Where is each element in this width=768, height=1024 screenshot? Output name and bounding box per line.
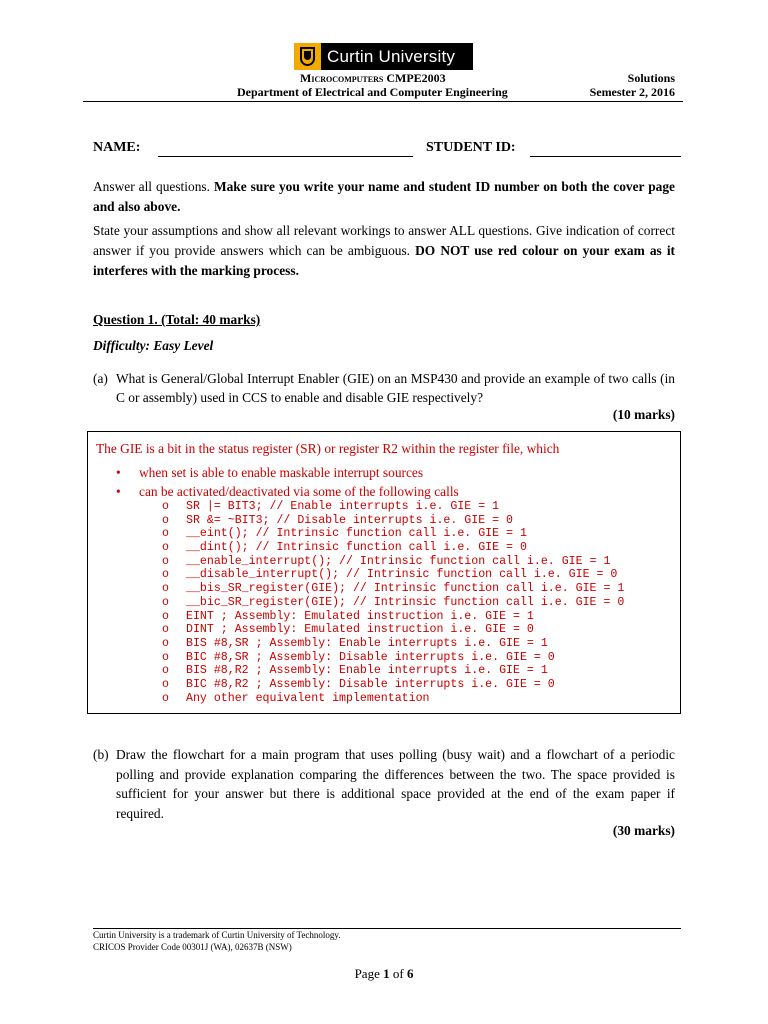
code-text: __dint(); // Intrinsic function call i.e. GIE = 0 xyxy=(186,541,527,555)
department-name: Department of Electrical and Computer Engineering xyxy=(237,85,508,99)
code-item xyxy=(162,568,624,582)
part-b-marks: (30 marks) xyxy=(612,823,675,838)
sub-bullet-icon: o xyxy=(162,582,169,596)
page-word: Page xyxy=(354,966,384,981)
code-item xyxy=(162,555,624,569)
answer-intro: The GIE is a bit in the status register (SR) or register R2 within the register file, which xyxy=(96,441,560,456)
instruction-2-text: State your assumptions and show all relevant workings to answer ALL questions. Give indication of correct answer if you provide answers which can be ambiguous. xyxy=(93,223,675,258)
code-item xyxy=(162,651,624,665)
page-current: 1 xyxy=(383,966,390,981)
code-text: BIS #8,R2 ; Assembly: Enable interrupts i.e. GIE = 1 xyxy=(186,664,548,678)
page-total: 6 xyxy=(406,966,414,981)
code-item xyxy=(162,664,624,678)
code-item xyxy=(162,541,624,555)
question-part-a xyxy=(93,369,675,407)
footer-trademark: Curtin University is a trademark of Curtin University of Technology. xyxy=(93,930,341,940)
code-text: SR &= ~BIT3; // Disable interrupts i.e. GIE = 0 xyxy=(186,513,513,527)
sub-bullet-icon: o xyxy=(162,691,169,705)
code-item xyxy=(162,514,624,528)
instruction-1-bold: Make sure you write your name and student ID number on both the cover page and also above. xyxy=(93,179,675,214)
shield-icon xyxy=(294,43,321,70)
difficulty-label: Difficulty: Easy Level xyxy=(93,338,214,353)
sub-bullet-icon: o xyxy=(162,554,169,568)
code-item xyxy=(162,610,624,624)
student-id-label: STUDENT ID: xyxy=(426,140,516,155)
code-text: __bic_SR_register(GIE); // Intrinsic function call i.e. GIE = 0 xyxy=(186,595,625,609)
instruction-2-bold: DO NOT use red colour on your exam as it interferes with the marking process. xyxy=(93,243,675,278)
sub-bullet-icon: o xyxy=(162,650,169,664)
question-title: Question 1. (Total: 40 marks) xyxy=(93,312,261,327)
code-item xyxy=(162,692,624,706)
part-a-label: (a) xyxy=(93,371,108,386)
sub-bullet-icon: o xyxy=(162,609,169,623)
bullet-text: when set is able to enable maskable interrupt sources xyxy=(139,465,424,480)
doc-type: Solutions xyxy=(627,71,675,85)
page-number xyxy=(0,966,768,982)
answer-box xyxy=(87,431,681,714)
sub-bullet-icon: o xyxy=(162,513,169,527)
bullet-icon: • xyxy=(116,484,121,499)
code-text: Any other equivalent implementation xyxy=(186,691,430,705)
code-text: BIS #8,SR ; Assembly: Enable interrupts i.e. GIE = 1 xyxy=(186,636,548,650)
code-item xyxy=(162,500,624,514)
instruction-paragraph-1 xyxy=(93,177,675,217)
code-text: __bis_SR_register(GIE); // Intrinsic function call i.e. GIE = 1 xyxy=(186,582,625,596)
code-text: DINT ; Assembly: Emulated instruction i.e. GIE = 0 xyxy=(186,623,534,637)
question-part-b xyxy=(93,745,675,823)
instruction-1-text: Answer all questions. xyxy=(93,179,214,194)
part-a-text: What is General/Global Interrupt Enabler (GIE) on an MSP430 and provide an example of two calls (in C or assembly) used in CCS to enable and disable GIE respectively? xyxy=(116,371,675,405)
instruction-paragraph-2 xyxy=(93,221,675,281)
name-label: NAME: xyxy=(93,140,141,155)
course-name: Microcomputers CMPE2003 xyxy=(300,71,446,85)
answer-bullet xyxy=(116,465,423,481)
sub-bullet-icon: o xyxy=(162,664,169,678)
semester: Semester 2, 2016 xyxy=(589,85,675,99)
header-rule xyxy=(83,101,683,102)
part-b-text: Draw the flowchart for a main program that uses polling (busy wait) and a flowchart of a periodic polling and provide explanation comparing the differences between the two. The space provided is sufficient for your answer but there is additional space provided at the end of the exam paper if required. xyxy=(116,747,675,821)
sub-bullet-icon: o xyxy=(162,595,169,609)
code-text: BIC #8,SR ; Assembly: Disable interrupts i.e. GIE = 0 xyxy=(186,650,555,664)
code-text: __disable_interrupt(); // Intrinsic function call i.e. GIE = 0 xyxy=(186,568,618,582)
curtin-logo xyxy=(294,43,473,70)
bullet-text: can be activated/deactivated via some of the following calls xyxy=(139,484,459,499)
name-line xyxy=(158,156,413,157)
sub-bullet-icon: o xyxy=(162,500,169,513)
sub-bullet-icon: o xyxy=(162,527,169,541)
code-text: __eint(); // Intrinsic function call i.e. GIE = 1 xyxy=(186,527,527,541)
student-id-line xyxy=(530,156,681,157)
logo-text: Curtin University xyxy=(327,46,456,66)
footer-rule xyxy=(93,928,681,929)
code-item xyxy=(162,527,624,541)
code-item xyxy=(162,637,624,651)
code-item xyxy=(162,582,624,596)
sub-bullet-icon: o xyxy=(162,636,169,650)
sub-bullet-icon: o xyxy=(162,541,169,555)
part-a-marks: (10 marks) xyxy=(612,407,675,422)
part-b-label: (b) xyxy=(93,747,109,762)
sub-bullet-icon: o xyxy=(162,568,169,582)
code-item xyxy=(162,623,624,637)
code-text: BIC #8,R2 ; Assembly: Disable interrupts i.e. GIE = 0 xyxy=(186,677,555,691)
page-of: of xyxy=(389,966,407,981)
code-text: __enable_interrupt(); // Intrinsic function call i.e. GIE = 1 xyxy=(186,554,611,568)
code-text: SR |= BIT3; // Enable interrupts i.e. GIE = 1 xyxy=(186,500,500,513)
code-text: EINT ; Assembly: Emulated instruction i.e. GIE = 1 xyxy=(186,609,534,623)
sub-bullet-icon: o xyxy=(162,623,169,637)
code-list xyxy=(162,500,624,705)
code-item xyxy=(162,678,624,692)
footer-cricos: CRICOS Provider Code 00301J (WA), 02637B (NSW) xyxy=(93,942,292,952)
code-item xyxy=(162,596,624,610)
bullet-icon: • xyxy=(116,465,121,480)
sub-bullet-icon: o xyxy=(162,677,169,691)
answer-bullet xyxy=(116,484,459,500)
